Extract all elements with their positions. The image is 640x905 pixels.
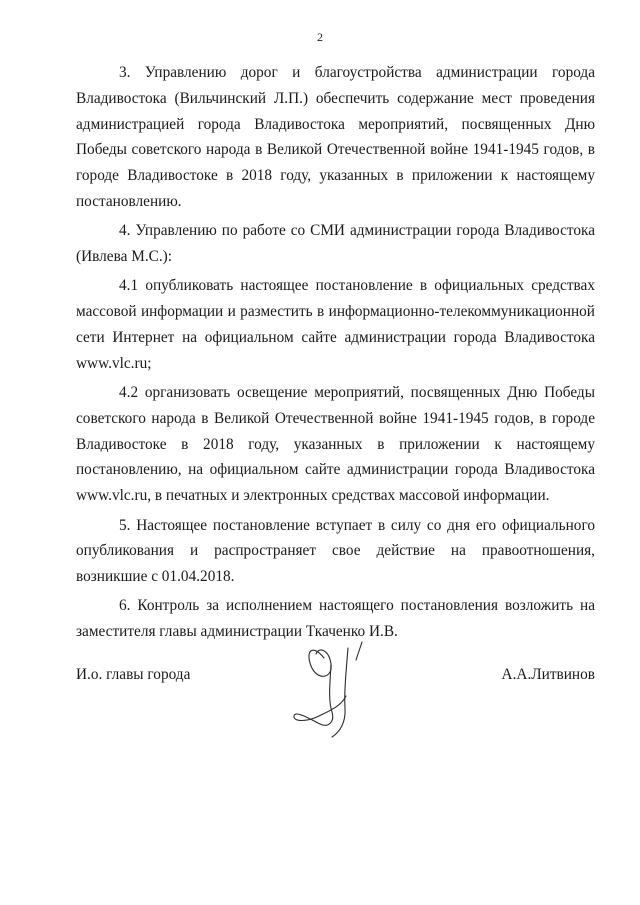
- page-number: 2: [317, 30, 323, 44]
- document-body: [76, 60, 595, 649]
- paragraph-item-6: 6. Контроль за исполнением настоящего постановления возложить на заместителя главы администрации Ткаченко И.В.: [76, 597, 595, 641]
- handwritten-signature: [286, 636, 376, 740]
- paragraph-item-3: 3. Управлению дорог и благоустройства администрации города Владивостока (Вильчинский Л.П.) обеспечить содержание мест проведения администрацией города Владивостока мероприятий, посвященных Дню Победы советского народа в Великой Отечественной войне 1941-1945 годов, в городе Владивостоке в 2018 году, указанных в приложении к настоящему постановлению.: [76, 64, 595, 210]
- signatory-role: И.о. главы города: [76, 666, 191, 683]
- paragraph-item-4-2: 4.2 организовать освещение мероприятий, посвященных Дню Победы советского народа в Великой Отечественной войне 1941-1945 годов, в городе Владивостоке в 2018 году, указанных в приложении к настоящему постановлению, на официальном сайте администрации города Владивостока www.vlc.ru, в печатных и электронных средствах массовой информации.: [76, 384, 595, 505]
- signatory-name: А.А.Литвинов: [501, 666, 595, 683]
- paragraph-item-4: 4. Управлению по работе со СМИ администрации города Владивостока (Ивлева М.С.):: [76, 222, 595, 266]
- paragraph-item-5: 5. Настоящее постановление вступает в силу со дня его официального опубликования и распространяет свое действие на правоотношения, возникшие с 01.04.2018.: [76, 516, 595, 586]
- paragraph-item-4-1: 4.1 опубликовать настоящее постановление в официальных средствах массовой информации и разместить в информационно-телекоммуникационной сети Интернет на официальном сайте администрации города Владивостока www.vlc.ru;: [76, 277, 595, 372]
